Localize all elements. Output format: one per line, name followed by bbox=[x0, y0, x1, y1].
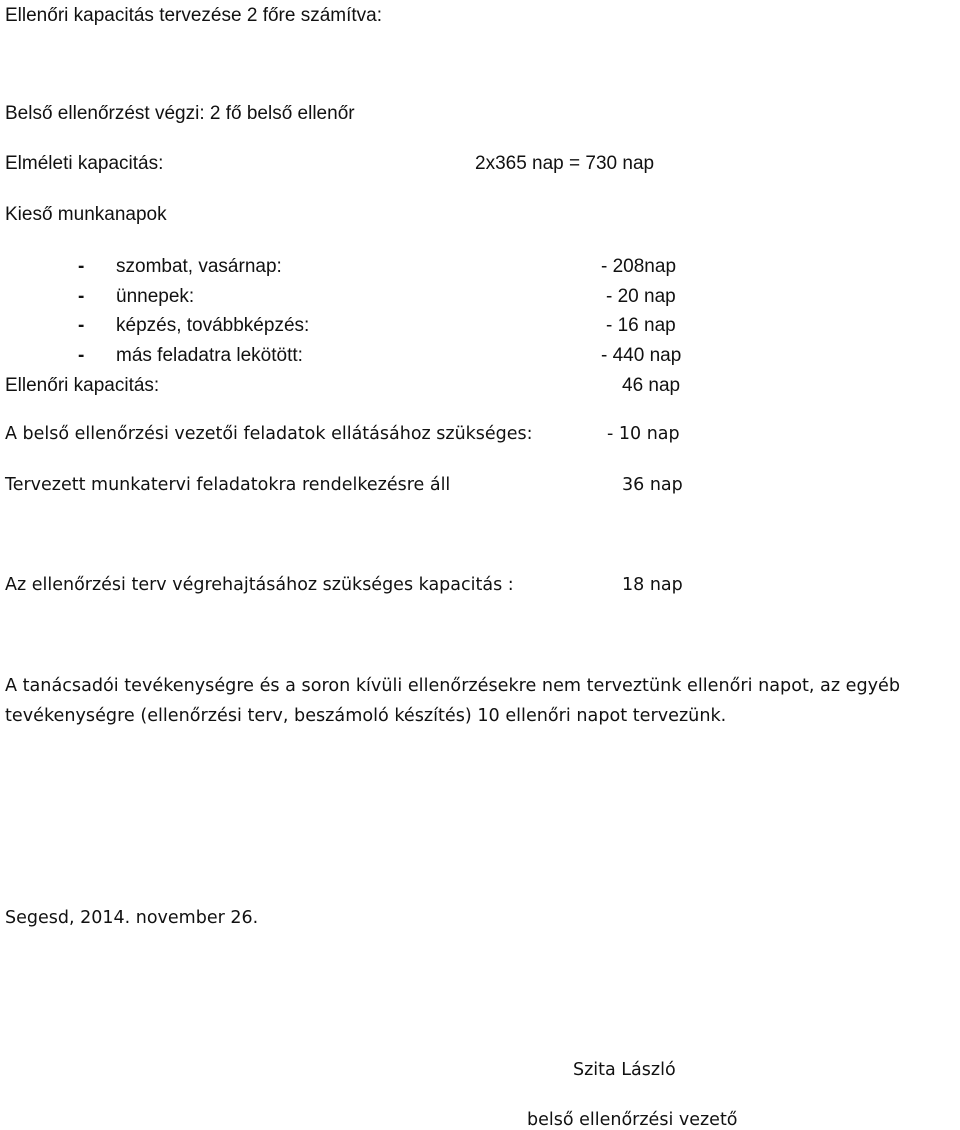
deduction-bullet: - bbox=[78, 256, 85, 277]
place-date: Segesd, 2014. november 26. bbox=[5, 908, 259, 928]
available-capacity-label: Tervezett munkatervi feladatokra rendelkezésre áll bbox=[5, 475, 451, 495]
auditor-capacity-label: Ellenőri kapacitás: bbox=[5, 375, 160, 396]
deduction-value: - 20 nap bbox=[606, 286, 676, 307]
signatory-title: belső ellenőrzési vezető bbox=[527, 1110, 738, 1130]
document-heading: Ellenőri kapacitás tervezése 2 főre számítva: bbox=[5, 5, 383, 26]
deduction-label: ünnepek: bbox=[116, 286, 195, 307]
deduction-label: más feladatra lekötött: bbox=[116, 345, 303, 366]
required-capacity-label: Az ellenőrzési terv végrehajtásához szükséges kapacitás : bbox=[5, 575, 514, 595]
theoretical-capacity-value: 2x365 nap = 730 nap bbox=[475, 153, 655, 174]
deduction-label: képzés, továbbképzés: bbox=[116, 315, 310, 336]
planning-note-line: A tanácsadói tevékenységre és a soron kívüli ellenőrzésekre nem terveztünk ellenőri napot, az egyéb bbox=[5, 676, 901, 696]
lost-days-heading: Kieső munkanapok bbox=[5, 204, 167, 225]
signatory-name: Szita László bbox=[573, 1060, 676, 1080]
planning-note-line: tevékenységre (ellenőrzési terv, beszámoló készítés) 10 ellenőri napot tervezünk. bbox=[5, 706, 727, 726]
deduction-bullet: - bbox=[78, 345, 85, 366]
management-tasks-label: A belső ellenőrzési vezetői feladatok ellátásához szükséges: bbox=[5, 424, 533, 444]
deduction-value: - 208nap bbox=[601, 256, 677, 277]
performer-line: Belső ellenőrzést végzi: 2 fő belső ellenőr bbox=[5, 103, 355, 124]
deduction-value: - 16 nap bbox=[606, 315, 676, 336]
planning-note bbox=[5, 671, 960, 731]
deduction-label: szombat, vasárnap: bbox=[116, 256, 282, 277]
required-capacity-value: 18 nap bbox=[622, 575, 683, 595]
deduction-bullet: - bbox=[78, 315, 85, 336]
available-capacity-value: 36 nap bbox=[622, 475, 683, 495]
deduction-value: - 440 nap bbox=[601, 345, 682, 366]
auditor-capacity-value: 46 nap bbox=[622, 375, 681, 396]
theoretical-capacity-label: Elméleti kapacitás: bbox=[5, 153, 164, 174]
deduction-bullet: - bbox=[78, 286, 85, 307]
management-tasks-value: - 10 nap bbox=[607, 424, 680, 444]
